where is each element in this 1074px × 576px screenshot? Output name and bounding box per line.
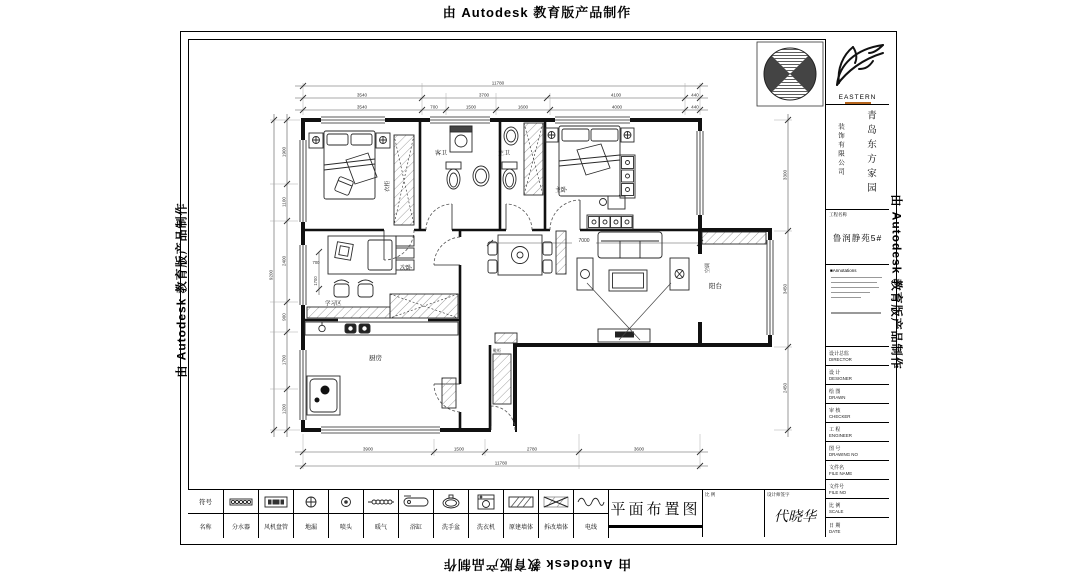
fan-coil-icon (259, 490, 294, 514)
tb-row-file-name: 文件名 FILE NAME (826, 461, 889, 480)
bathtub-icon (399, 490, 434, 514)
room-label-balcony: 阳台 (709, 283, 722, 290)
legend-symbol-header: 符号 (188, 490, 224, 514)
notes-header: ■Annotations (830, 268, 857, 273)
drawing-title: 平面布置图 (610, 502, 701, 518)
project-label: 工程名称 (829, 212, 847, 217)
dim-living-width: 7000 (578, 238, 590, 244)
company-name-main: 青岛东方家园 (865, 110, 876, 197)
svg-text:3540: 3540 (356, 104, 368, 110)
notes-line (831, 297, 861, 299)
eastern-tree-icon (827, 39, 889, 89)
legend-item-name: 洗衣机 (469, 514, 504, 538)
basin-icon (434, 490, 469, 514)
notes-line (831, 277, 882, 279)
signature-label: 设计师签字 (767, 492, 790, 497)
scale-cell (702, 489, 764, 537)
company-name-cell (826, 105, 889, 210)
tb-row-file-no: 文件号 FILE NO (826, 480, 889, 499)
dim-bottom-overall: 11780 (494, 460, 508, 466)
dim-top-overall: 11780 (491, 80, 505, 86)
notes-line (831, 312, 881, 314)
washing-machine-icon (469, 490, 504, 514)
legend-item-name: 原建墙体 (504, 514, 539, 538)
wire-icon (574, 490, 609, 514)
svg-text:2450: 2450 (782, 382, 788, 394)
master-bath-fixtures (502, 123, 543, 195)
room-label-wardrobe: 衣柜 (385, 180, 391, 192)
autodesk-watermark-bottom: 由 Autodesk 教育版产品制作 (442, 557, 632, 572)
legend-item-name: 喷头 (329, 514, 364, 538)
autodesk-watermark-right: 由 Autodesk 教育版产品制作 (889, 194, 904, 370)
existing-wall-icon (504, 490, 539, 514)
room-label-ac: 空调 (705, 262, 711, 273)
svg-text:700: 700 (430, 104, 438, 110)
svg-text:1500: 1500 (465, 104, 477, 110)
guest-bath-fixtures (446, 126, 489, 189)
company-name-sub: 装饰有限公司 (837, 123, 844, 177)
svg-text:1200: 1200 (281, 403, 287, 415)
svg-text:2400: 2400 (281, 255, 287, 267)
floor-drain-icon (294, 490, 329, 514)
room-label-kitchen: 厨房 (369, 355, 382, 362)
svg-text:440: 440 (691, 104, 699, 110)
svg-text:4000: 4000 (611, 104, 623, 110)
north-pinwheel-logo (757, 42, 823, 106)
notes-line (831, 287, 879, 289)
svg-text:3540: 3540 (356, 92, 368, 98)
room-label-study-area: 学习区 (325, 301, 342, 307)
svg-text:3450: 3450 (782, 283, 788, 295)
floor-plan (188, 39, 825, 489)
symbol-legend (188, 489, 609, 537)
room-label-second-bedroom: 次卧 (400, 266, 413, 272)
room-label-guest-bath: 客卫 (435, 151, 448, 157)
svg-text:3300: 3300 (782, 169, 788, 181)
legend-item-name: 洗手盆 (434, 514, 469, 538)
dim-study-depth: 1700 (313, 276, 318, 286)
scale-label: 比 例 (705, 492, 716, 497)
legend-name-header: 名称 (188, 514, 224, 538)
svg-text:3700: 3700 (478, 92, 490, 98)
svg-text:2780: 2780 (526, 446, 538, 452)
room-label-master-bath: 主卫 (498, 151, 511, 157)
tb-row-checker: 审 核 CHECKER (826, 404, 889, 423)
tb-row-drawing-no: 图 号 DRAWING NO (826, 442, 889, 461)
title-underline (609, 525, 702, 528)
bedroom1-furniture (309, 131, 414, 225)
signature-cell (764, 489, 825, 537)
svg-text:3900: 3900 (362, 446, 374, 452)
autodesk-watermark-left: 由 Autodesk 教育版产品制作 (174, 202, 189, 378)
svg-text:4100: 4100 (610, 92, 622, 98)
legend-item-name: 浴缸 (399, 514, 434, 538)
designer-signature: 代晓华 (774, 510, 816, 525)
svg-text:1900: 1900 (281, 146, 287, 158)
title-block (825, 39, 889, 537)
autodesk-watermark-top: 由 Autodesk 教育版产品制作 (442, 5, 632, 20)
master-bedroom-furniture (545, 126, 635, 229)
legend-item-name: 拆改墙体 (539, 514, 574, 538)
room-label-master-bedroom: 主卧 (555, 188, 568, 194)
sprinkler-icon (329, 490, 364, 514)
notes-line (831, 292, 870, 294)
drawing-title-cell (609, 489, 702, 537)
legend-item-name: 风机盘管 (259, 514, 294, 538)
svg-text:440: 440 (691, 92, 699, 98)
tb-row-drawn: 绘 图 DRAWN (826, 385, 889, 404)
svg-text:900: 900 (281, 313, 287, 321)
eastern-brand-text: EASTERN (838, 94, 877, 101)
tb-row-designer: 设 计 DESIGNER (826, 366, 889, 385)
legend-item-name: 地漏 (294, 514, 329, 538)
manifold-icon (224, 490, 259, 514)
dim-left-overall: 9200 (268, 269, 274, 281)
legend-item-name: 电线 (574, 514, 609, 538)
eastern-logo-cell (826, 39, 889, 105)
dim-study-width: 700 (312, 260, 320, 265)
svg-text:1100: 1100 (281, 197, 287, 207)
notes-cell (826, 265, 889, 347)
tb-row-engineer: 工 程 ENGINEER (826, 423, 889, 442)
demolished-wall-icon (539, 490, 574, 514)
radiator-icon (364, 490, 399, 514)
project-name-cell (826, 210, 889, 265)
tb-row-director: 设计总监 DIRECTOR (826, 347, 889, 366)
svg-text:1500: 1500 (453, 446, 465, 452)
project-value: 鲁润静苑5# (832, 233, 883, 243)
legend-item-name: 分水器 (224, 514, 259, 538)
legend-item-name: 暖气 (364, 514, 399, 538)
notes-line (831, 282, 877, 284)
svg-text:3600: 3600 (633, 446, 645, 452)
kitchen-furniture (305, 322, 458, 415)
balcony-furniture (702, 232, 766, 244)
svg-text:1600: 1600 (517, 104, 529, 110)
tb-row-date: 日 期 DATE (829, 522, 841, 534)
tb-row-scale: 比 例 SCALE (826, 499, 889, 518)
svg-text:1700: 1700 (281, 354, 287, 366)
living-dining-furniture (488, 231, 689, 342)
room-label-shoe-cabinet: 鞋柜 (493, 348, 501, 353)
